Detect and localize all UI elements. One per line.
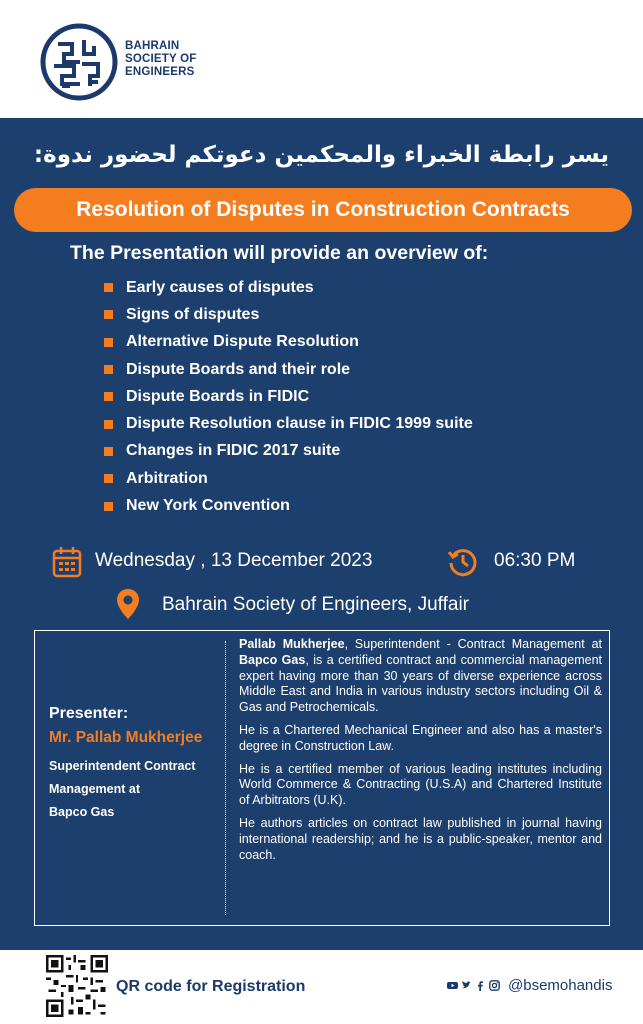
presenter-title-line: Bapco Gas	[49, 805, 115, 819]
topic-label: Dispute Boards in FIDIC	[126, 387, 310, 405]
bullet-square-icon	[104, 447, 113, 456]
org-name-line: SOCIETY OF	[125, 53, 197, 65]
bullet-square-icon	[104, 420, 113, 429]
bio-paragraph: He is a Chartered Mechanical Engineer and also has a master's degree in Construction Law.	[239, 722, 602, 753]
header	[0, 0, 643, 118]
bio-paragraph: He authors articles on contract law published in journal having international readership; and he is a public-speaker, mentor and coach.	[239, 815, 602, 862]
presenter-box	[34, 630, 610, 926]
topic-item	[104, 465, 473, 492]
topic-label: Dispute Boards and their role	[126, 360, 351, 378]
topic-label: Alternative Dispute Resolution	[126, 333, 359, 351]
presenter-label: Presenter:	[49, 705, 129, 722]
topic-list	[104, 274, 473, 520]
bullet-square-icon	[104, 392, 113, 401]
presenter-title-line: Management at	[49, 782, 140, 796]
bio-text: , Superintendent - Contract Management at	[344, 637, 603, 651]
bio-company: Bapco Gas	[239, 652, 306, 667]
topic-item	[104, 356, 473, 383]
presenter-title-line: Superintendent Contract	[49, 759, 196, 773]
location-pin-icon	[116, 588, 140, 620]
twitter-icon[interactable]	[461, 978, 472, 989]
bullet-square-icon	[104, 474, 113, 483]
clock-history-icon	[447, 546, 479, 578]
topic-label: New York Convention	[126, 497, 290, 515]
instagram-icon[interactable]	[489, 978, 500, 989]
topic-item	[104, 301, 473, 328]
presenter-name: Mr. Pallab Mukherjee	[49, 729, 203, 746]
org-name-line: ENGINEERS	[125, 66, 195, 78]
event-date: Wednesday , 13 December 2023	[95, 550, 373, 571]
registration-qr-code[interactable]	[46, 955, 108, 1017]
bullet-square-icon	[104, 283, 113, 292]
bullet-square-icon	[104, 310, 113, 319]
qr-label: QR code for Registration	[116, 978, 306, 995]
org-name-line: BAHRAIN	[125, 40, 180, 52]
presenter-bio	[239, 637, 602, 870]
bio-name: Pallab Mukherjee	[239, 637, 345, 651]
title-banner: Resolution of Disputes in Construction Contracts	[14, 188, 632, 232]
social-handle[interactable]: @bsemohandis	[508, 977, 613, 994]
social-icons	[447, 978, 500, 989]
topic-item	[104, 438, 473, 465]
footer	[0, 950, 643, 1024]
bullet-square-icon	[104, 338, 113, 347]
bullet-square-icon	[104, 502, 113, 511]
event-datetime	[52, 546, 612, 580]
bse-logo-icon	[40, 22, 118, 102]
bullet-square-icon	[104, 365, 113, 374]
presenter-info	[49, 705, 224, 824]
facebook-icon[interactable]	[475, 978, 486, 989]
topic-item	[104, 383, 473, 410]
location-text: Bahrain Society of Engineers, Juffair	[162, 594, 469, 615]
topic-item	[104, 329, 473, 356]
topic-item	[104, 410, 473, 437]
topic-label: Early causes of disputes	[126, 278, 314, 296]
event-time: 06:30 PM	[494, 550, 576, 571]
bio-text: , is a certified contract and commercial management expert having more than 30 years of diverse experience across Middle East and India in various industry sectors including Oil & Gas and Petrochemicals.	[239, 652, 602, 715]
topic-label: Dispute Resolution clause in FIDIC 1999 suite	[126, 415, 473, 433]
event-location	[116, 588, 536, 622]
topic-item	[104, 492, 473, 519]
youtube-icon[interactable]	[447, 978, 458, 989]
topic-label: Changes in FIDIC 2017 suite	[126, 442, 341, 460]
overview-heading: The Presentation will provide an overview of:	[70, 242, 489, 264]
dotted-divider	[225, 641, 226, 915]
bio-paragraph: He is a certified member of various leading institutes including World Commerce & Contracting (U.S.A) and Chartered Institute of Arbitrators (U.K).	[239, 761, 602, 808]
calendar-icon	[52, 546, 82, 578]
org-name	[125, 40, 196, 79]
main-panel	[0, 118, 643, 950]
bio-paragraph	[239, 637, 602, 716]
presenter-title	[49, 755, 224, 824]
arabic-heading: يسر رابطة الخبراء والمحكمين دعوتكم لحضور ندوة:	[33, 142, 610, 168]
topic-label: Signs of disputes	[126, 305, 260, 323]
topic-item	[104, 274, 473, 301]
topic-label: Arbitration	[126, 469, 208, 487]
